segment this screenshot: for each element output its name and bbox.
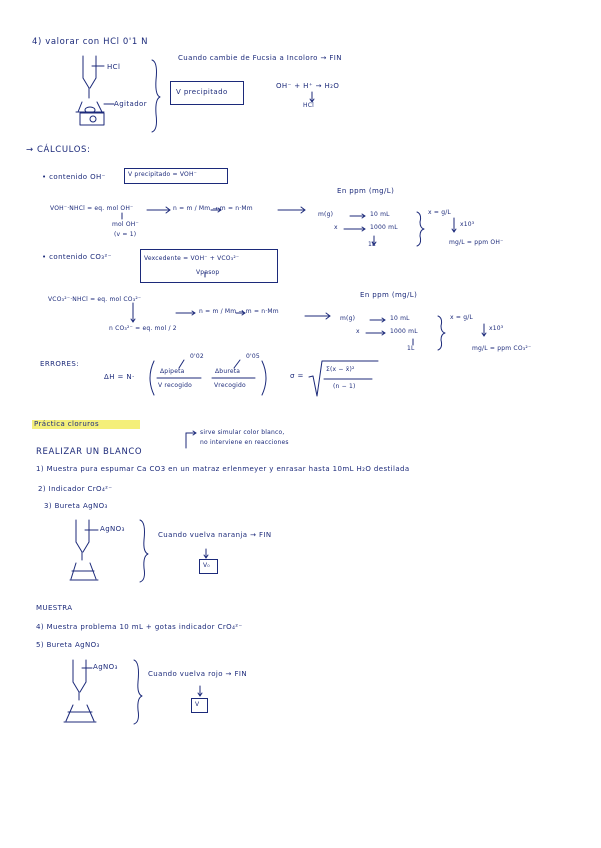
blank-note1: sirve simular color blanco, [200,429,285,436]
oh-eq-left: VOH⁻·NHCl = eq. mol OH⁻ [50,205,134,212]
co3-r1-right: 10 mL [390,315,410,322]
errors-tol2: 0'05 [246,353,260,360]
errors-sigma: σ = [290,372,304,380]
errors-sigma-den: (n − 1) [333,383,356,390]
sample-result-box [191,698,208,713]
oh-box-text: V precipitado = VOH⁻ [128,171,198,178]
co3-ppm-header: En ppm (mg/L) [360,291,418,299]
oh-chain: n = m / Mm → m = n·Mm [173,205,253,212]
co3-nfrac: n CO₃²⁻ = eq. mol / 2 [109,325,177,332]
co3-chain: n = m / Mm → m = n·Mm [199,308,279,315]
oh-label: • contenido OH⁻ [42,173,106,181]
co3-box-top: Vexcedente = VOH⁻ + VCO₃²⁻ [144,255,240,262]
errors-den2: Vrecogido [214,382,246,389]
sample-condition: Cuando vuelva rojo → FIN [148,670,247,678]
blank-burette-label: AgNO₃ [100,525,125,533]
oh-eq-note: (v = 1) [114,231,137,238]
co3-eq-left: VCO₃²⁻·NHCl = eq. mol CO₃²⁻ [48,296,142,303]
sample-step5: 5) Bureta AgNO₃ [36,641,100,649]
errors-lhs: ΔH = N· [104,373,135,381]
oh-result1: x = g/L [428,209,451,216]
step4-condition: Cuando cambie de Fucsia a Incoloro → FIN [178,54,342,62]
oh-r1-right: 10 mL [370,211,390,218]
co3-result1: x = g/L [450,314,473,321]
oh-result2: x10³ [460,221,475,228]
blank-step1: 1) Muestra pura espumar Ca CO3 en un matraz erlenmeyer y enrasar hasta 10mL H₂O destilada [36,465,410,473]
co3-r1-left: m(g) [340,315,356,322]
errors-num1: Δpipeta [160,368,185,375]
step4-stirrer-label: Agitador [114,100,148,108]
step4-reagent-label: HCl [107,63,121,71]
oh-eq-below: mol OH⁻ [112,221,139,228]
oh-r2-right: 1000 mL [370,224,398,231]
blank-condition: Cuando vuelva naranja → FIN [158,531,272,539]
oh-r1-left: m(g) [318,211,334,218]
co3-result3: mg/L = ppm CO₃²⁻ [472,345,532,352]
sample-result-text: V [195,701,200,708]
co3-box-bottom: Vpasop [196,269,220,276]
practica-title: Práctica cloruros [34,420,100,428]
oh-result3: mg/L = ppm OH⁻ [449,239,504,246]
co3-result2: x10³ [489,325,504,332]
sample-burette-icon [64,660,96,722]
step4-reaction: OH⁻ + H⁺ → H₂O [276,82,340,90]
co3-r2-left: x [356,328,360,335]
calc-heading: → CÁLCULOS: [26,145,91,155]
blank-title: REALIZAR UN BLANCO [36,447,143,457]
co3-r2-right: 1000 mL [390,328,418,335]
blank-step2: 2) Indicador CrO₄²⁻ [38,485,113,493]
blank-note2: no interviene en reacciones [200,439,289,446]
errors-tol1: 0'02 [190,353,204,360]
co3-unit: 1L [407,345,415,352]
step4-result-text: V precipitado [176,88,228,96]
sample-step4: 4) Muestra problema 10 mL + gotas indicador CrO₄²⁻ [36,623,243,631]
errors-sigma-num: Σ(x − x̄)² [326,366,355,373]
co3-label: • contenido CO₃²⁻ [42,253,112,261]
oh-ppm-header: En ppm (mg/L) [337,187,395,195]
sample-burette-label: AgNO₃ [93,663,118,671]
errors-num2: Δbureta [215,368,241,375]
sample-title: MUESTRA [36,604,73,612]
oh-r2-left: x [334,224,338,231]
blank-result-text: V₀ [203,562,210,569]
oh-unit: 1L [368,241,376,248]
step4-title: 4) valorar con HCl 0'1 N [32,37,149,47]
errors-label: ERRORES: [40,360,79,368]
step4-reaction-from: HCl [303,102,314,109]
blank-burette-icon [70,520,98,580]
errors-den1: V recogido [158,382,192,389]
blank-step3: 3) Bureta AgNO₃ [44,502,108,510]
